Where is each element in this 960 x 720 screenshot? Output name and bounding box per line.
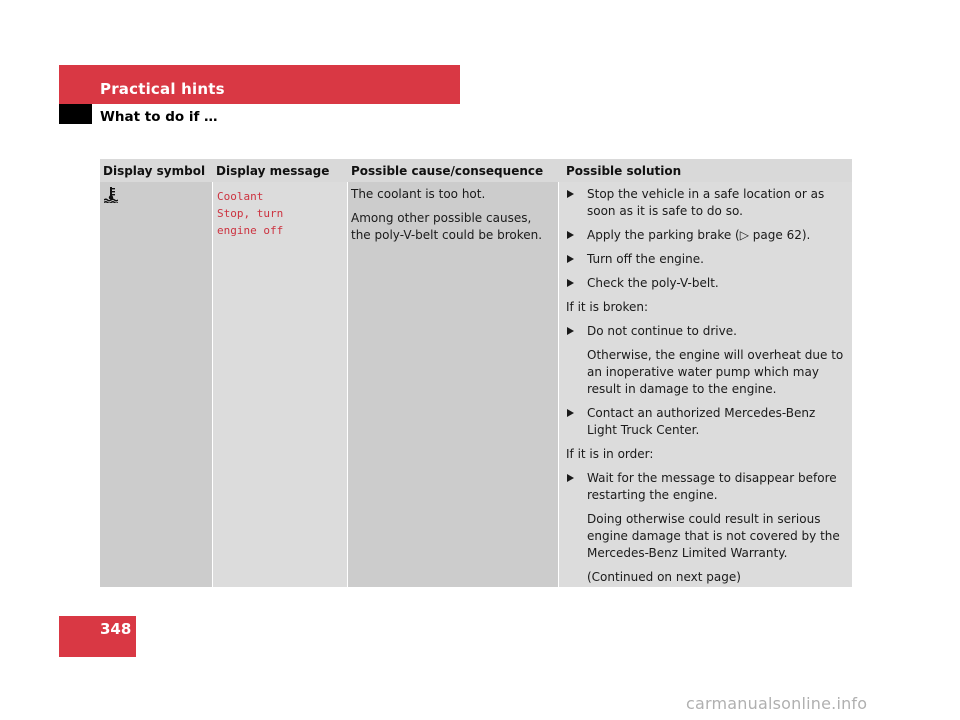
continued-note: (Continued on next page) xyxy=(587,570,741,584)
cause-text: The coolant is too hot. xyxy=(351,187,486,201)
bullet-arrow-icon xyxy=(567,231,574,239)
display-symbol-cell xyxy=(100,182,212,587)
solution-step-text: Apply the parking brake ( xyxy=(587,228,740,242)
solution-step xyxy=(566,323,848,340)
solution-step-text: Turn off the engine. xyxy=(587,252,704,266)
condition-label: If it is in order: xyxy=(566,447,654,461)
watermark: carmanualsonline.info xyxy=(686,694,868,713)
column-header-display-message: Display message xyxy=(216,164,330,178)
condition-label: If it is broken: xyxy=(566,300,649,314)
page-number: 348 xyxy=(100,620,132,638)
page-reference-link[interactable]: page 62). xyxy=(748,228,811,242)
solution-step-text: Do not continue to drive. xyxy=(587,324,737,338)
bullet-arrow-icon xyxy=(567,409,574,417)
cause-text: Among other possible causes, the poly-V-belt could be broken. xyxy=(351,211,543,242)
solution-step xyxy=(566,405,848,439)
bullet-arrow-icon xyxy=(567,190,574,198)
solution-step xyxy=(566,227,848,244)
solution-step xyxy=(566,275,848,292)
bullet-arrow-icon xyxy=(567,327,574,335)
column-header-possible-cause: Possible cause/consequence xyxy=(351,164,544,178)
page-reference-arrow-icon: ▷ xyxy=(739,228,749,242)
solution-step xyxy=(566,186,848,220)
solution-note: Doing otherwise could result in serious engine damage that is not covered by the Mercedes-Benz Limited Warranty. xyxy=(587,512,840,560)
column-header-possible-solution: Possible solution xyxy=(566,164,682,178)
solution-step-text: Contact an authorized Mercedes-Benz Light Truck Center. xyxy=(587,406,816,437)
display-message-cell xyxy=(213,182,347,587)
column-header-display-symbol: Display symbol xyxy=(103,164,206,178)
solution-step xyxy=(566,251,848,268)
table-header-row xyxy=(100,159,852,182)
bullet-arrow-icon xyxy=(567,474,574,482)
solution-step-text: Check the poly-V-belt. xyxy=(587,276,719,290)
possible-solution-cell xyxy=(559,182,852,587)
display-messages-table xyxy=(100,159,852,587)
solution-step-text: Wait for the message to disappear before restarting the engine. xyxy=(587,471,837,502)
section-title: Practical hints xyxy=(100,80,225,98)
display-message-text: Coolant Stop, turn engine off xyxy=(217,190,284,237)
subsection-marker xyxy=(59,104,92,124)
possible-cause-cell xyxy=(348,182,558,587)
bullet-arrow-icon xyxy=(567,279,574,287)
solution-step xyxy=(566,470,848,504)
solution-note: Otherwise, the engine will overheat due to an inoperative water pump which may result in damage to the engine. xyxy=(587,348,844,396)
subsection-title: What to do if … xyxy=(100,109,218,125)
bullet-arrow-icon xyxy=(567,255,574,263)
solution-step-text: Stop the vehicle in a safe location or as soon as it is safe to do so. xyxy=(587,187,825,218)
coolant-temperature-icon xyxy=(104,187,118,203)
